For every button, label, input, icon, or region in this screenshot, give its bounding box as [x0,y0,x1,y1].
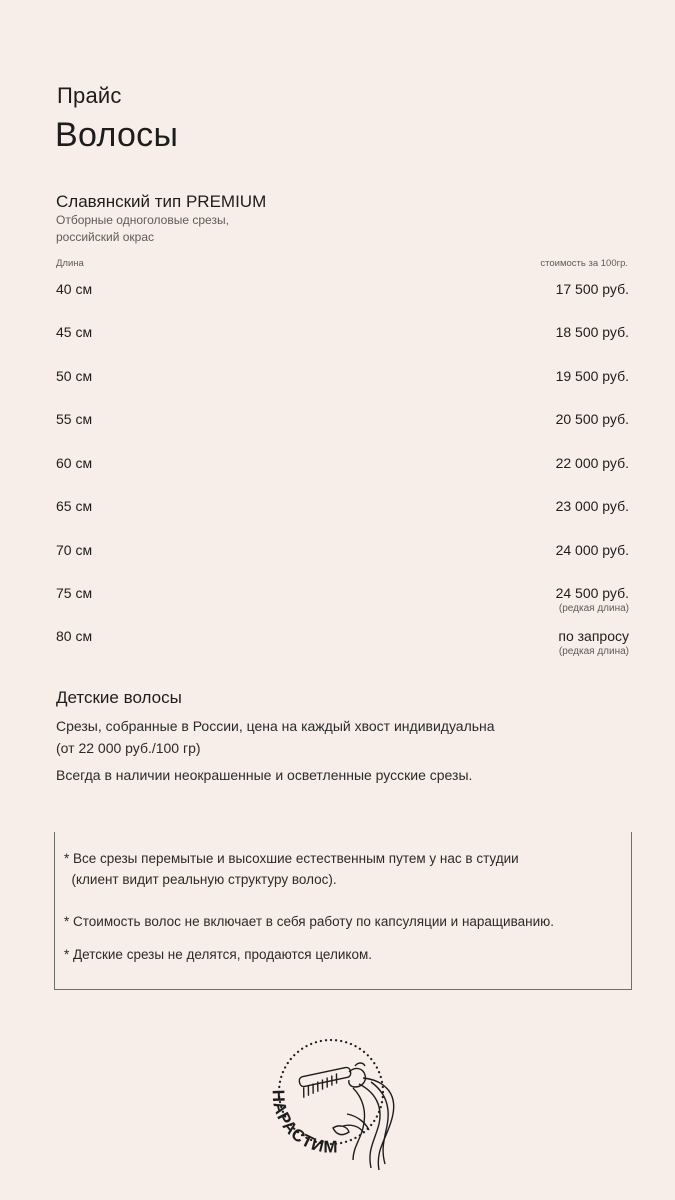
footnote: * Стоимость волос не включает в себя работу по капсуляции и наращиванию. [64,914,554,929]
row-note: (редкая длина) [558,646,629,657]
kids-price-note: (от 22 000 руб./100 гр) [56,740,201,756]
kids-availability: Всегда в наличии неокрашенные и осветленные русские срезы. [56,767,473,783]
row-price: 19 500 руб. [555,368,629,384]
price-row [56,368,629,408]
row-price: 24 000 руб. [555,542,629,558]
row-length: 70 см [56,542,93,558]
price-row [56,324,629,364]
subtitle-line: российский окрас [56,230,155,244]
row-length: 80 см [56,628,93,644]
row-length: 60 см [56,455,93,471]
footnote [64,848,519,890]
kids-description: Срезы, собранные в России, цена на каждый хвост индивидуальна [56,718,495,734]
price-row [56,281,629,321]
row-length: 50 см [56,368,93,384]
column-header-length: Длина [56,258,84,269]
row-price: 22 000 руб. [555,455,629,471]
subtitle-line: Отборные одноголовые срезы, [56,213,229,227]
price-row [56,542,629,582]
page-overline: Прайс [57,83,122,108]
page-title: Волосы [55,116,179,154]
price-row [56,628,629,668]
footnote-line: * Все срезы перемытые и высохшие естественным путем у нас в студии [64,851,519,866]
price-row [56,498,629,538]
row-price: 23 000 руб. [555,498,629,514]
row-price: 17 500 руб. [555,281,629,297]
row-price: 20 500 руб. [555,411,629,427]
row-price: по запросу [558,628,629,644]
svg-text:НАРАСТИМ [269,1089,339,1156]
brand-logo-text: НАРАСТИМ [268,1089,339,1157]
row-price: 24 500 руб. [555,585,629,601]
price-row [56,585,629,625]
section-title-premium: Славянский тип PREMIUM [56,192,267,211]
section-subtitle [56,212,316,246]
row-length: 65 см [56,498,93,514]
price-row [56,455,629,495]
notes-box [54,832,632,990]
row-length: 75 см [56,585,93,601]
price-row [56,411,629,451]
section-title-kids: Детские волосы [56,688,182,707]
column-header-price: стоимость за 100гр. [540,258,628,269]
brand-logo-icon [263,1030,413,1180]
row-price: 18 500 руб. [555,324,629,340]
brand-logo [263,1030,413,1180]
row-length: 45 см [56,324,93,340]
row-note: (редкая длина) [558,603,629,614]
row-length: 55 см [56,411,93,427]
footnote: * Детские срезы не делятся, продаются целиком. [64,947,372,962]
footnote-line: (клиент видит реальную структуру волос). [64,872,337,887]
row-length: 40 см [56,281,93,297]
